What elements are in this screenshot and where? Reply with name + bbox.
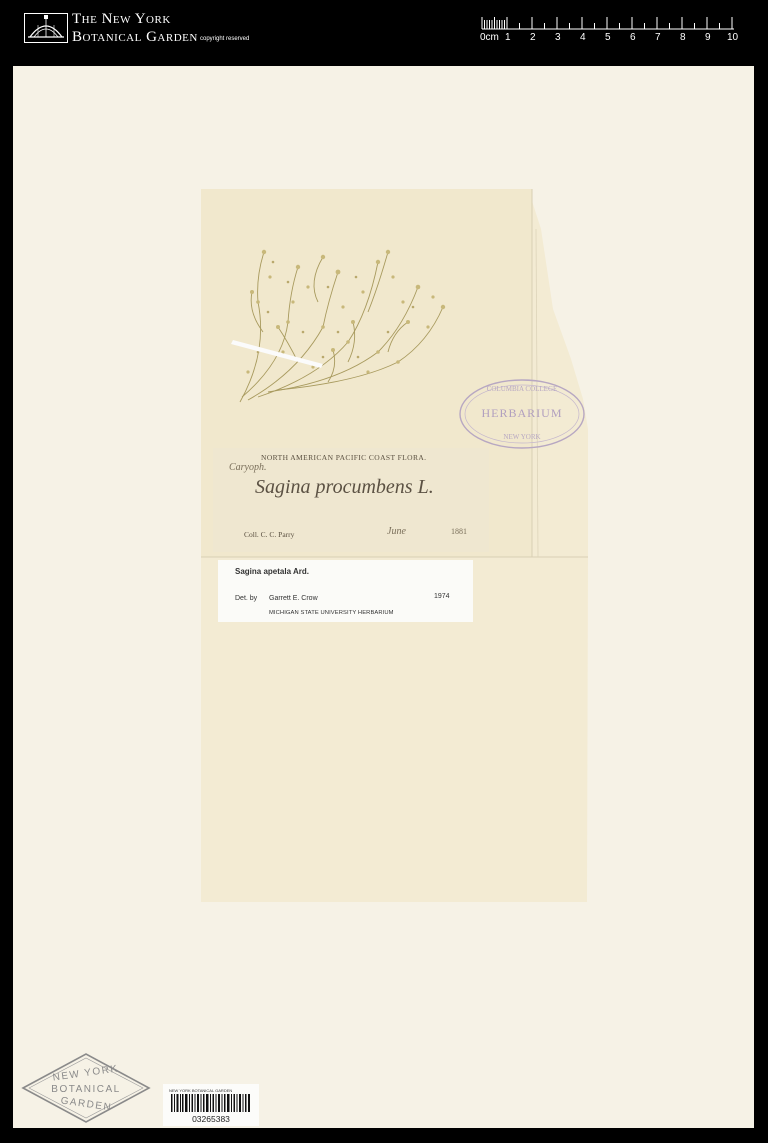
collection-year: 1881	[451, 527, 467, 536]
det-herbarium: MICHIGAN STATE UNIVERSITY HERBARIUM	[269, 610, 394, 616]
det-year: 1974	[434, 593, 450, 600]
stamp-bottom-text: NEW YORK	[503, 433, 541, 441]
collection-month: June	[387, 526, 406, 537]
ruler-label: 5	[605, 32, 611, 43]
stamp-line3: GARDEN	[59, 1095, 113, 1114]
det-by-label: Det. by	[235, 595, 258, 602]
ruler-label: 8	[680, 32, 686, 43]
barcode-number: 03265383	[192, 1114, 230, 1124]
ruler-label: 6	[630, 32, 636, 43]
ruler-label: 2	[530, 32, 536, 43]
columbia-herbarium-stamp	[456, 375, 588, 453]
ruler-ticks	[480, 14, 740, 32]
header-bar	[0, 0, 768, 66]
ruler-label: 0cm	[480, 32, 499, 43]
mounting-strip	[231, 340, 323, 368]
stamp-middle-text: HERBARIUM	[481, 406, 563, 420]
plant-specimen	[228, 232, 453, 410]
brand-name-line2: Botanical Garden	[72, 29, 198, 45]
barcode-label	[163, 1084, 259, 1126]
nybg-conservatory-logo-icon	[24, 13, 68, 43]
collector-name: Coll. C. C. Parry	[244, 530, 295, 539]
ruler-label: 1	[505, 32, 511, 43]
ruler-label: 4	[580, 32, 586, 43]
taxon-handwritten: Sagina procumbens L.	[255, 476, 434, 498]
scale-ruler	[480, 14, 740, 48]
copyright-notice: copyright reserved	[200, 36, 250, 42]
determination-label	[218, 560, 473, 622]
family-note: Caryoph.	[229, 462, 267, 473]
stamp-line1: NEW YORK	[52, 1063, 120, 1084]
ruler-label: 7	[655, 32, 661, 43]
stamp-top-text: COLUMBIA COLLEGE	[486, 385, 558, 393]
determiner-name: Garrett E. Crow	[269, 595, 318, 602]
label-title: NORTH AMERICAN PACIFIC COAST FLORA.	[261, 453, 427, 462]
brand-name-line1: The New York	[72, 11, 171, 27]
original-collection-label	[213, 448, 489, 552]
ruler-label: 9	[705, 32, 711, 43]
nybg-diamond-stamp	[20, 1052, 152, 1124]
ruler-label: 3	[555, 32, 561, 43]
det-taxon-name: Sagina apetala Ard.	[235, 567, 309, 576]
barcode-icon	[171, 1094, 251, 1112]
ruler-label: 10	[727, 32, 739, 43]
barcode-caption: NEW YORK BOTANICAL GARDEN	[169, 1088, 233, 1093]
stamp-line2: BOTANICAL	[51, 1084, 121, 1095]
